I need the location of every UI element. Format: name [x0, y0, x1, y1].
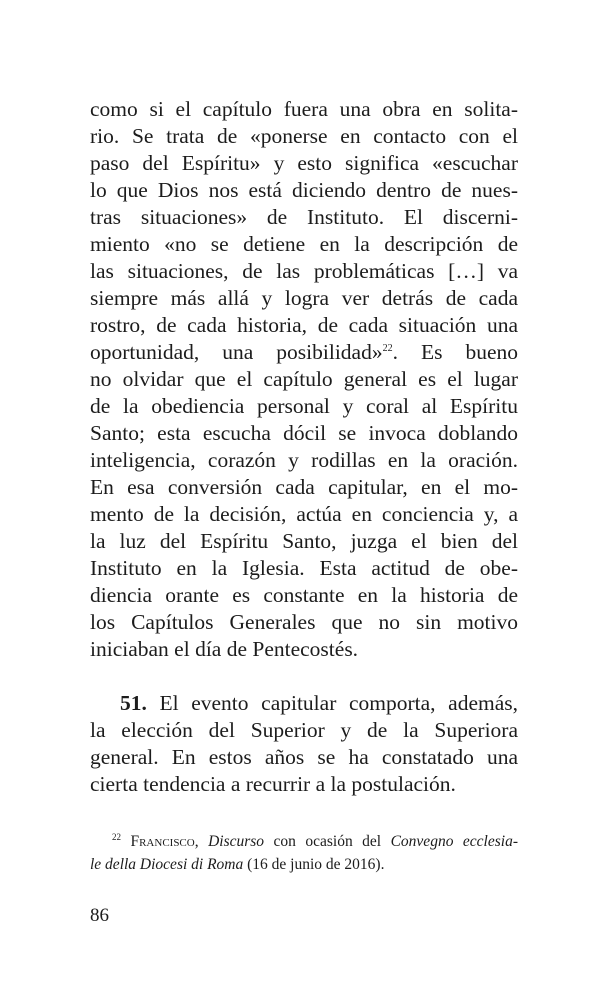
text-line: las situaciones, de las problemáticas […] va — [90, 259, 518, 283]
footnote-marker: 22 — [112, 832, 121, 842]
footnote-work-title: Discurso — [208, 833, 265, 850]
main-text — [90, 96, 518, 798]
text-line: cierta tendencia a recurrir a la postulación. — [90, 772, 456, 796]
paragraph-number: 51. — [120, 691, 147, 715]
text-line: rio. Se trata de «ponerse en contacto con el — [90, 124, 518, 148]
footnote-author: Francisco — [130, 833, 195, 850]
text-line: lo que Dios nos está diciendo dentro de nues- — [90, 178, 518, 202]
footnote-event-title: Convegno ecclesia- — [390, 833, 518, 850]
page-number: 86 — [90, 905, 109, 926]
paragraph-gap — [90, 663, 518, 690]
text-line: Instituto en la Iglesia. Esta actitud de obe- — [90, 556, 518, 580]
footnote-line — [90, 853, 518, 876]
footnote-reference[interactable]: 22 — [382, 343, 393, 354]
text-line: diencia orante es constante en la historia de — [90, 583, 518, 607]
text-line: inteligencia, corazón y rodillas en la oración. — [90, 448, 518, 472]
text-line: como si el capítulo fuera una obra en solita- — [90, 97, 518, 121]
text-segment: El evento capitular comporta, además, — [159, 691, 518, 715]
text-line: los Capítulos Generales que no sin motivo — [90, 610, 518, 634]
footnote-line — [90, 830, 518, 853]
text-line: En esa conversión cada capitular, en el mo- — [90, 475, 518, 499]
text-line: la elección del Superior y de la Superiora — [90, 718, 518, 742]
text-line: la luz del Espíritu Santo, juzga el bien del — [90, 529, 518, 553]
text-line: paso del Espíritu» y esto significa «escuchar — [90, 151, 518, 175]
paragraph-51-first-line — [90, 690, 518, 717]
text-line: iniciaban el día de Pentecostés. — [90, 637, 359, 661]
text-segment: . Es bueno — [392, 340, 519, 364]
text-line: tras situaciones» de Instituto. El discerni- — [90, 205, 518, 229]
text-line: no olvidar que el capítulo general es el lugar — [90, 367, 518, 391]
text-line: Santo; esta escucha dócil se invoca doblando — [90, 421, 518, 445]
footnote-event-title: le della Diocesi di Roma — [90, 856, 244, 873]
text-line: rostro, de cada historia, de cada situación una — [90, 313, 518, 337]
text-segment: (16 de junio de 2016). — [243, 856, 385, 873]
text-line: de la obediencia personal y coral al Espíritu — [90, 394, 518, 418]
footnote — [90, 830, 518, 876]
text-line: general. En estos años se ha constatado una — [90, 745, 518, 769]
text-line: miento «no se detiene en la descripción de — [90, 232, 518, 256]
text-line-with-footnote-ref — [90, 339, 518, 366]
text-segment: oportunidad, una posibilidad» — [90, 340, 383, 364]
book-page — [90, 0, 518, 1000]
text-line: siempre más allá y logra ver detrás de cada — [90, 286, 518, 310]
text-segment: , — [194, 833, 209, 850]
text-line: mento de la decisión, actúa en conciencia y, a — [90, 502, 518, 526]
text-segment: con ocasión del — [264, 833, 391, 850]
